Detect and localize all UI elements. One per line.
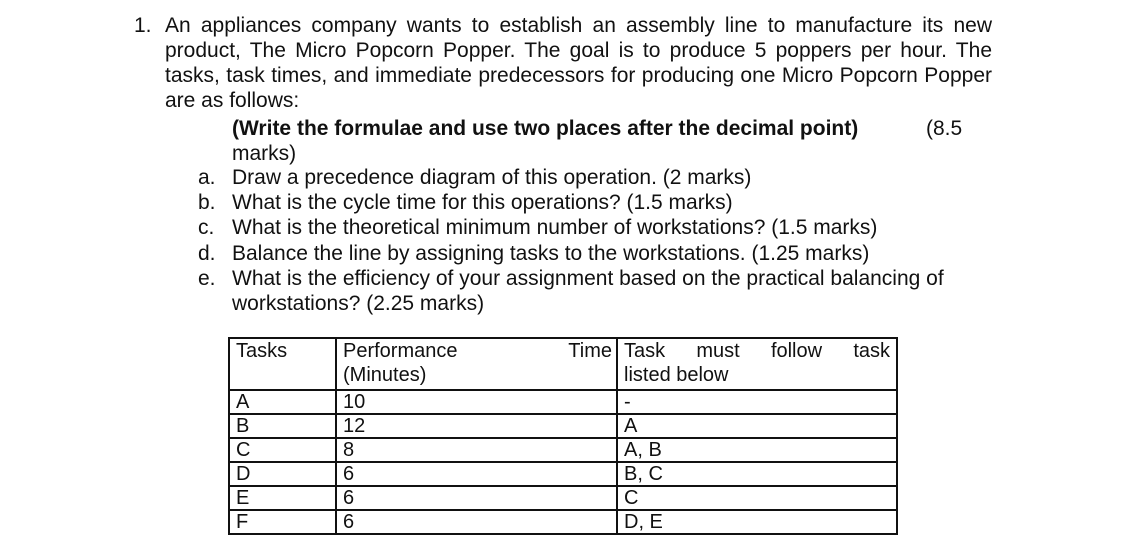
table-row bbox=[229, 414, 897, 438]
cell-task: A bbox=[229, 390, 336, 414]
cell-task: D bbox=[229, 462, 336, 486]
header-tasks: Tasks bbox=[229, 338, 336, 390]
instruction-marks-cont: marks) bbox=[232, 142, 297, 165]
cell-task: F bbox=[229, 510, 336, 534]
part-letter: d. bbox=[198, 242, 216, 265]
cell-pred: A, B bbox=[617, 438, 897, 462]
cell-time: 10 bbox=[336, 390, 617, 414]
question-intro: An appliances company wants to establish an assembly line to manufacture its new product, The Micro Popcorn Popper. The goal is to produce 5 poppers per hour. The tasks, task times, and immediate predecessors for producing one Micro Popcorn Popper are as follows: bbox=[165, 14, 992, 112]
part-text: What is the cycle time for this operations? (1.5 marks) bbox=[232, 191, 733, 214]
cell-time: 8 bbox=[336, 438, 617, 462]
cell-time: 6 bbox=[336, 510, 617, 534]
cell-task: E bbox=[229, 486, 336, 510]
table-row bbox=[229, 390, 897, 414]
header-pred-word: follow bbox=[770, 340, 823, 362]
table-row bbox=[229, 438, 897, 462]
header-pred-word: task bbox=[853, 340, 890, 362]
question-number: 1. bbox=[134, 14, 152, 37]
part-text: What is the efficiency of your assignment based on the practical balancing of workstations? (2.25 marks) bbox=[232, 267, 944, 315]
table-row bbox=[229, 510, 897, 534]
header-performance bbox=[336, 338, 617, 390]
header-time: Time bbox=[568, 340, 612, 362]
cell-time: 12 bbox=[336, 414, 617, 438]
part-text: Balance the line by assigning tasks to the workstations. (1.25 marks) bbox=[232, 242, 870, 265]
table-row bbox=[229, 462, 897, 486]
part-letter: e. bbox=[198, 267, 216, 290]
part-letter: b. bbox=[198, 191, 216, 214]
cell-pred: B, C bbox=[617, 462, 897, 486]
instruction-text: (Write the formulae and use two places after the decimal point) bbox=[232, 117, 859, 140]
table-header-row bbox=[229, 338, 897, 390]
instruction-marks: (8.5 bbox=[926, 117, 963, 140]
table-row bbox=[229, 486, 897, 510]
cell-pred: - bbox=[617, 390, 897, 414]
header-performance-line2: (Minutes) bbox=[343, 364, 427, 386]
cell-task: C bbox=[229, 438, 336, 462]
task-table bbox=[228, 337, 898, 535]
header-pred-word: must bbox=[696, 340, 740, 362]
header-pred-word: Task bbox=[624, 340, 666, 362]
cell-time: 6 bbox=[336, 462, 617, 486]
part-text: What is the theoretical minimum number of workstations? (1.5 marks) bbox=[232, 216, 878, 239]
part-letter: a. bbox=[198, 166, 216, 189]
part-text: Draw a precedence diagram of this operation. (2 marks) bbox=[232, 166, 752, 189]
header-pred-line2: listed below bbox=[624, 364, 729, 386]
cell-task: B bbox=[229, 414, 336, 438]
instruction-block bbox=[232, 116, 992, 166]
cell-time: 6 bbox=[336, 486, 617, 510]
cell-pred: C bbox=[617, 486, 897, 510]
header-predecessors bbox=[617, 338, 897, 390]
part-letter: c. bbox=[198, 216, 215, 239]
header-performance-line1: Performance bbox=[343, 340, 458, 362]
cell-pred: D, E bbox=[617, 510, 897, 534]
cell-pred: A bbox=[617, 414, 897, 438]
